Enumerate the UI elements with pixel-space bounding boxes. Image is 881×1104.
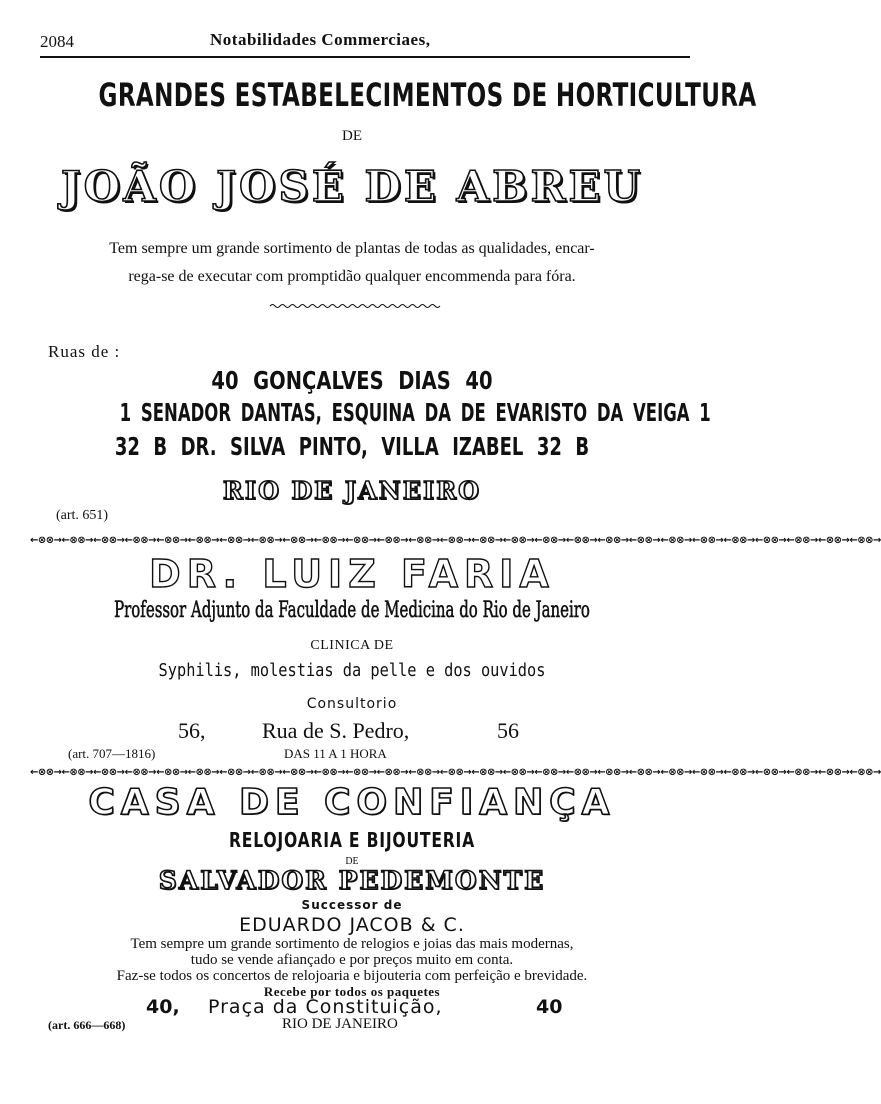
ad3-trade: RELOJOARIA E BIJOUTERIA — [228, 828, 475, 852]
ad2-position: Professor Adjunto da Faculdade de Medicina do Rio de Janeiro — [114, 598, 590, 623]
ad1-address1-wrap — [0, 366, 704, 395]
wavy-divider — [270, 303, 440, 309]
running-title: Notabilidades Commerciaes, — [210, 30, 431, 49]
ad1-desc-line2: rega-se de executar com promptidão qualquer encommenda para fóra. — [128, 268, 576, 285]
ad1-desc-line1: Tem sempre um grande sortimento de plantas de todas as qualidades, encar- — [109, 240, 595, 257]
ad3-desc-line1: Tem sempre um grande sortimento de relogios e joias das mais modernas, — [130, 936, 574, 952]
ad1-address3: 32 B DR. SILVA PINTO, VILLA IZABEL 32 B — [114, 432, 590, 461]
ad1-ruas-label: Ruas de : — [48, 342, 121, 361]
ad1-city: RIO DE JANEIRO — [222, 476, 482, 505]
ornamental-border-2: ←⊗⊗→←⊗⊗→←⊗⊗→←⊗⊗→←⊗⊗→←⊗⊗→←⊗⊗→←⊗⊗→←⊗⊗→←⊗⊗→←⊗⊗→←⊗⊗→←⊗⊗→←⊗⊗→←⊗⊗→←⊗⊗→←⊗⊗→←⊗⊗→←⊗⊗→←⊗⊗→←⊗⊗→←⊗⊗→←⊗⊗→←⊗⊗→←⊗⊗→←⊗⊗→←⊗⊗→ — [30, 767, 881, 778]
ad2-article: (art. 707—1816) — [68, 746, 156, 761]
ad2-position-wrap — [0, 598, 704, 623]
ad3-owner: SALVADOR PEDEMONTE — [158, 866, 546, 895]
ad1-title-wrap — [0, 76, 757, 114]
ad2-number-left: 56, — [178, 718, 206, 743]
ad3-successor-label: Successor de — [301, 898, 403, 912]
page-number: 2084 — [40, 32, 74, 51]
ad3-street: Praça da Constituição, — [208, 996, 443, 1018]
ad3-number-left: 40, — [146, 996, 180, 1018]
ad2-specialties: Syphilis, molestias da pelle e dos ouvidos — [158, 660, 546, 681]
ad2-street: Rua de S. Pedro, — [262, 718, 410, 743]
header-rule — [40, 56, 690, 58]
ornamental-border-1: ←⊗⊗→←⊗⊗→←⊗⊗→←⊗⊗→←⊗⊗→←⊗⊗→←⊗⊗→←⊗⊗→←⊗⊗→←⊗⊗→←⊗⊗→←⊗⊗→←⊗⊗→←⊗⊗→←⊗⊗→←⊗⊗→←⊗⊗→←⊗⊗→←⊗⊗→←⊗⊗→←⊗⊗→←⊗⊗→←⊗⊗→←⊗⊗→←⊗⊗→←⊗⊗→←⊗⊗→ — [30, 535, 881, 546]
ad3-number-right: 40 — [536, 996, 563, 1018]
ad2-office-label: Consultorio — [306, 696, 398, 712]
ad2-number-right: 56 — [497, 718, 519, 743]
ad3-desc-line4: Recebe por todos os paquetes — [263, 984, 441, 999]
ad3-name: CASA DE CONFIANÇA — [88, 782, 616, 823]
ad3-article: (art. 666—668) — [48, 1018, 126, 1032]
ad3-desc-line3: Faz-se todos os concertos de relojoaria e bijouteria com perfeição e brevidade. — [116, 968, 588, 984]
ad3-city: RIO DE JANEIRO — [282, 1016, 398, 1032]
ad1-name: JOÃO JOSÉ DE ABREU — [60, 162, 644, 211]
ad1-article: (art. 651) — [56, 508, 109, 523]
ad1-address2-wrap — [0, 398, 711, 427]
ad3-desc-line2: tudo se vende afiançado e por preços muito em conta. — [190, 952, 514, 968]
ad2-name: DR. LUIZ FARIA — [149, 552, 555, 596]
ad2-clinic: CLINICA DE — [310, 638, 394, 653]
ad1-address2: 1 SENADOR DANTAS, ESQUINA DA DE EVARISTO DA VEIGA 1 — [119, 398, 711, 427]
ad1-address3-wrap — [0, 432, 704, 461]
ad3-de: DE — [345, 856, 359, 867]
ad1-title: GRANDES ESTABELECIMENTOS DE HORTICULTURA — [98, 76, 757, 114]
ad2-hours: DAS 11 A 1 HORA — [284, 746, 387, 761]
ad3-successor: EDUARDO JACOB & C. — [239, 914, 465, 936]
ad3-trade-wrap — [0, 828, 704, 852]
ad1-address1: 40 GONÇALVES DIAS 40 — [211, 366, 493, 395]
ad1-de: DE — [342, 128, 362, 144]
